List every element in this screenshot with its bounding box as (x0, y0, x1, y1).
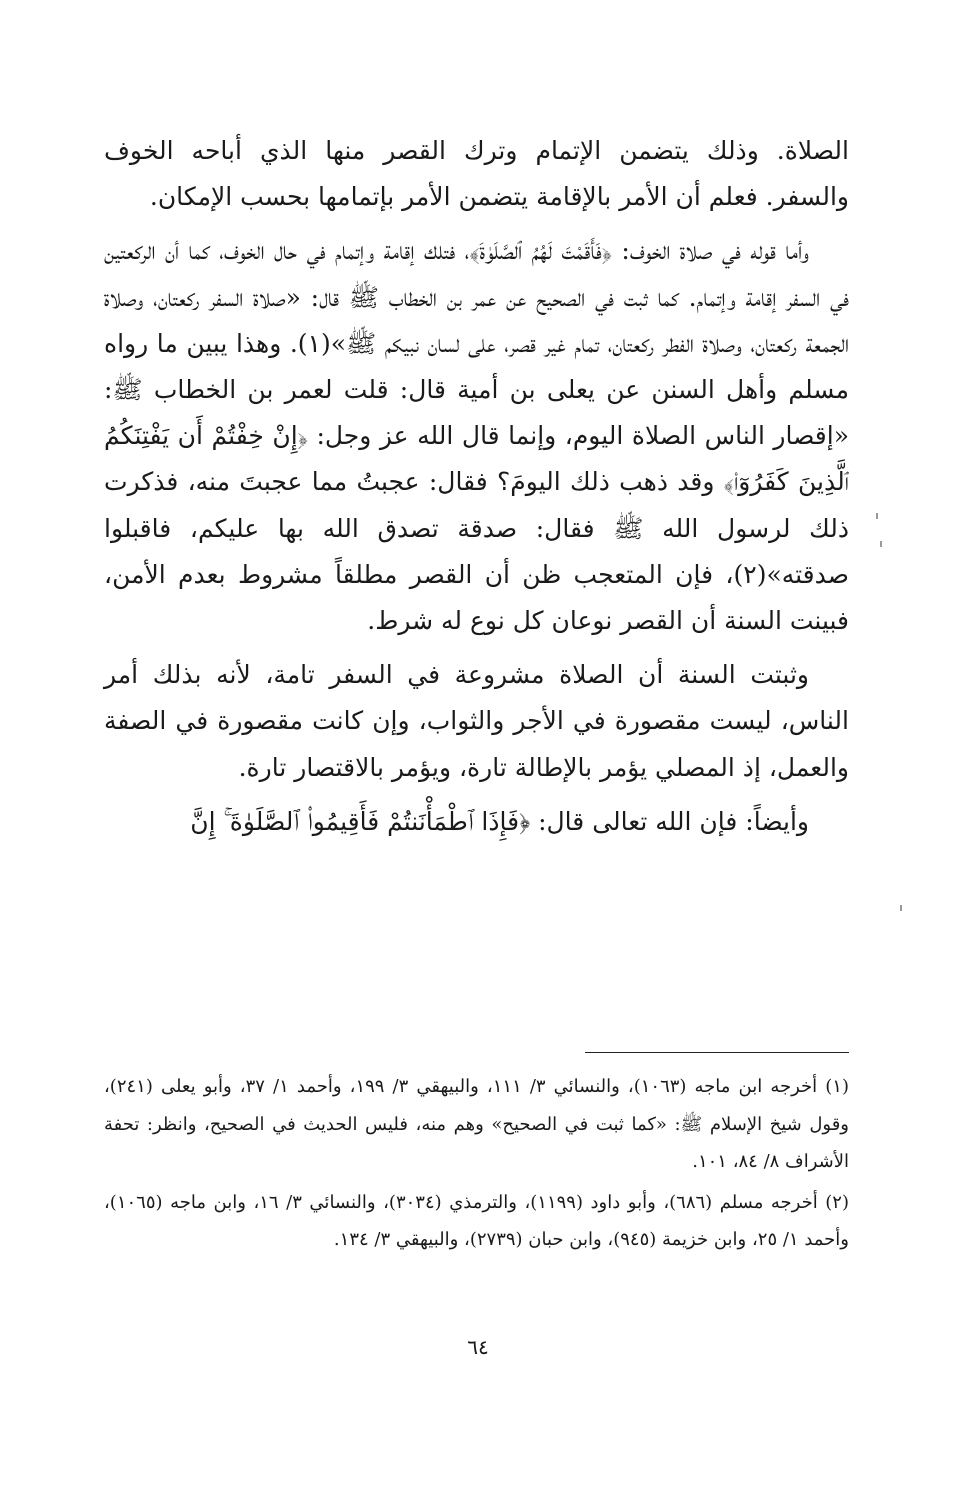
scan-mark (900, 905, 902, 911)
paragraph-3: وثبتت السنة أن الصلاة مشروعة في السفر تامة، لأنه بذلك أمر الناس، ليست مقصورة في الأجر والثواب، وإن كانت مقصورة في الصفة والعمل، إذ المصلي يؤمر بالإطالة تارة، ويؤمر بالاقتصار تارة. (104, 660, 849, 782)
paragraph-1: الصلاة. وذلك يتضمن الإتمام وترك القصر منها الذي أباحه الخوف والسفر. فعلم أن الأمر بالإقامة يتضمن الأمر بإتمامها بحسب الإمكان. (104, 136, 849, 212)
paragraph-2: وأما قوله في صلاة الخوف: ﴿فَأَقَمْتَ لَهُمُ ٱلصَّلَوٰةَ﴾، فتلك إقامة وإتمام في حال الخوف، كما أن الركعتين في السفر إقامة وإتمام. كما ثبت في الصحيح عن عمر بن الخطاب ﷺ قال: «صلاة السفر ركعتان، وصلاة الجمعة ركعتان، وصلاة الفطر ركعتان، تمام غير قصر، على لسان نبيكم ﷺ»(١). وهذا يبين ما رواه مسلم وأهل السنن عن يعلى بن أمية قال: قلت لعمر بن الخطاب ﷺ: «إقصار الناس الصلاة اليوم، وإنما قال الله عز وجل: ﴿إِنْ خِفْتُمْ أَن يَفْتِنَكُمُ ٱلَّذِينَ كَفَرُوٓا۟﴾ وقد ذهب ذلك اليومَ؟ فقال: عجبتُ مما عجبتَ منه، فذكرت ذلك لرسول الله ﷺ فقال: صدقة تصدق الله بها عليكم، فاقبلوا صدقته»(٢)، فإن المتعجب ظن أن القصر مطلقاً مشروط بعدم الأمن، فبينت السنة أن القصر نوعان كل نوع له شرط. (104, 236, 849, 636)
main-text (104, 128, 849, 845)
scan-mark (876, 513, 878, 519)
footnote-2: (٢) أخرجه مسلم (٦٨٦)، وأبو داود (١١٩٩)، والترمذي (٣٠٣٤)، والنسائي ٣/ ١٦، وابن ماجه (١٠٦٥)، وأحمد ١/ ٢٥، وابن خزيمة (٩٤٥)، وابن حبان (٢٧٣٩)، والبيهقي ٣/ ١٣٤. (104, 1191, 849, 1250)
footnote-1: (١) أخرجه ابن ماجه (١٠٦٣)، والنسائي ٣/ ١١١، والبيهقي ٣/ ١٩٩، وأحمد ١/ ٣٧، وأبو يعلى (٢٤١)، وقول شيخ الإسلام ﷺ: «كما ثبت في الصحيح» وهم منه، فليس الحديث في الصحيح، وانظر: تحفة الأشراف ٨/ ٨٤، ١٠١. (104, 1076, 849, 1172)
footnote-separator (585, 1052, 849, 1053)
paragraph-4: وأيضاً: فإن الله تعالى قال: ﴿فَإِذَا ٱطْمَأْنَنتُمْ فَأَقِيمُوا۟ ٱلصَّلَوٰةَ ۚ إِنَّ (190, 806, 809, 836)
footnotes (104, 1068, 849, 1262)
scan-mark (880, 541, 882, 547)
page-number: ٦٤ (467, 1335, 489, 1359)
